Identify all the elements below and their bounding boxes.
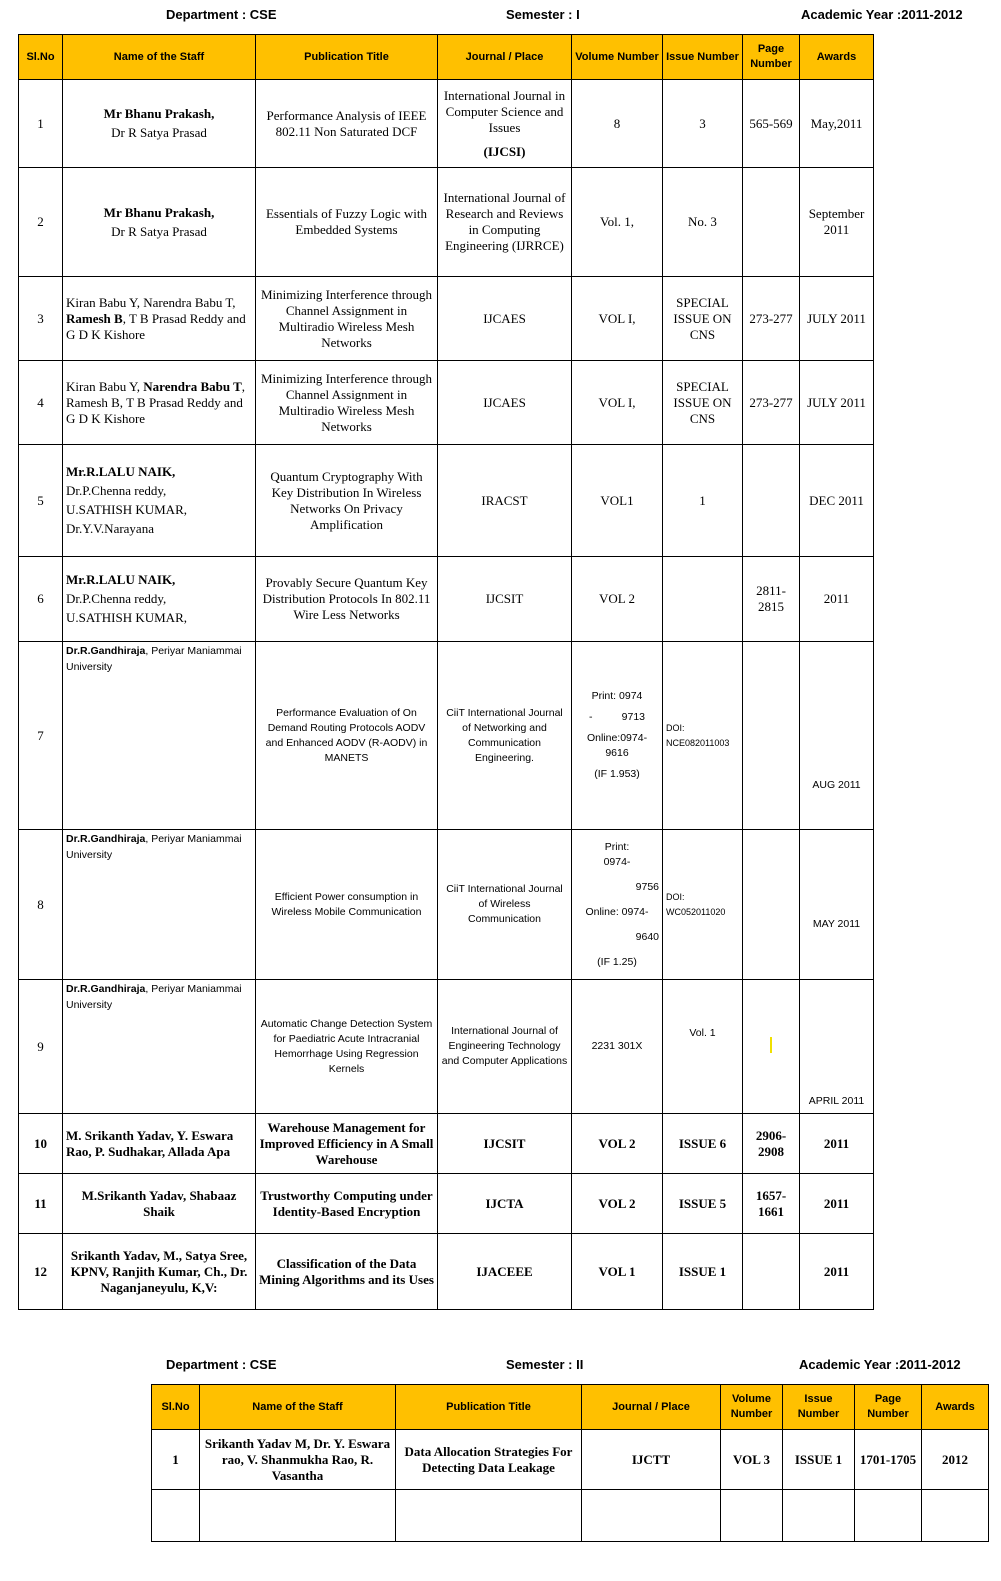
table-row	[19, 445, 874, 557]
col-header: Sl.No	[19, 35, 63, 80]
table-header-row	[152, 1385, 989, 1430]
page: 273-277	[743, 361, 800, 445]
staff-name: M.Srikanth Yadav, Shabaaz Shaik	[63, 1174, 256, 1234]
author: U.SATHISH KUMAR,	[66, 610, 187, 625]
staff-name	[63, 830, 256, 980]
award: September 2011	[800, 168, 874, 277]
issue: DOI: NCE082011003	[663, 642, 743, 830]
issue: SPECIAL ISSUE ON CNS	[663, 277, 743, 361]
text-cursor-marker	[770, 1037, 772, 1053]
publication-title: Quantum Cryptography With Key Distribution In Wireless Networks On Privacy Amplification	[256, 445, 438, 557]
journal: IJCTA	[438, 1174, 572, 1234]
journal: IJCSIT	[438, 557, 572, 642]
award: APRIL 2011	[800, 980, 874, 1114]
award: DEC 2011	[800, 445, 874, 557]
author-text: , T B Prasad Reddy and G D K Kishore	[66, 310, 246, 342]
empty-cell	[582, 1490, 721, 1542]
publication-title: Performance Analysis of IEEE 802.11 Non Saturated DCF	[256, 80, 438, 168]
table-row	[152, 1430, 989, 1490]
volume-line: 9616	[605, 747, 629, 759]
page: 565-569	[743, 80, 800, 168]
empty-cell	[152, 1490, 200, 1542]
issue: 1	[663, 445, 743, 557]
page: 2906-2908	[743, 1114, 800, 1174]
publication-title: Minimizing Interference through Channel Assignment in Multiradio Wireless Mesh Networks	[256, 277, 438, 361]
journal: International Journal of Research and Reviews in Computing Engineering (IJRRCE)	[438, 168, 572, 277]
col-header: Page Number	[855, 1385, 922, 1430]
sl-no: 2	[19, 168, 63, 277]
staff-name	[63, 80, 256, 168]
publication-title: Minimizing Interference through Channel Assignment in Multiradio Wireless Mesh Networks	[256, 361, 438, 445]
issue: 3	[663, 80, 743, 168]
table-row	[19, 1114, 874, 1174]
staff-name: Srikanth Yadav, M., Satya Sree, KPNV, Ranjith Kumar, Ch., Dr. Naganjaneyulu, K,V:	[63, 1234, 256, 1310]
award: May,2011	[800, 80, 874, 168]
empty-cell	[855, 1490, 922, 1542]
col-header: Publication Title	[256, 35, 438, 80]
author-highlight: Dr.R.Gandhiraja	[66, 645, 146, 657]
staff-name: Srikanth Yadav M, Dr. Y. Eswara rao, V. Shanmukha Rao, R. Vasantha	[200, 1430, 396, 1490]
academic-year-label: Academic Year :2011-2012	[801, 7, 963, 22]
table-row	[19, 277, 874, 361]
volume-line: - 9713	[588, 711, 646, 723]
staff-name	[63, 557, 256, 642]
author: Dr.P.Chenna reddy,	[66, 591, 167, 606]
author: Dr R Satya Prasad	[111, 125, 207, 140]
author: Mr.R.LALU NAIK,	[66, 572, 176, 587]
empty-cell	[922, 1490, 989, 1542]
staff-name: M. Srikanth Yadav, Y. Eswara Rao, P. Sudhakar, Allada Apa	[63, 1114, 256, 1174]
volume-line: (IF 1.25)	[597, 955, 637, 968]
col-header: Volume Number	[721, 1385, 783, 1430]
sl-no: 3	[19, 277, 63, 361]
table-row	[19, 557, 874, 642]
sl-no: 8	[19, 830, 63, 980]
volume	[572, 642, 663, 830]
semester-label: Semester : I	[506, 7, 580, 22]
volume-line: 9756	[635, 880, 659, 893]
col-header: Publication Title	[396, 1385, 582, 1430]
volume-line: Online:0974-	[586, 732, 648, 744]
issue: DOI: WC052011020	[663, 830, 743, 980]
col-header: Awards	[922, 1385, 989, 1430]
col-header: Volume Number	[572, 35, 663, 80]
sl-no: 11	[19, 1174, 63, 1234]
staff-name	[63, 445, 256, 557]
publications-table-sem1	[18, 34, 874, 1310]
award: JULY 2011	[800, 361, 874, 445]
sl-no: 7	[19, 642, 63, 830]
table-row-empty	[152, 1490, 989, 1542]
volume-line: Online: 0974-	[585, 905, 649, 918]
col-header: Sl.No	[152, 1385, 200, 1430]
journal: CiiT International Journal of Networking and Communication Engineering.	[438, 642, 572, 830]
volume: VOL I,	[572, 277, 663, 361]
col-header: Name of the Staff	[63, 35, 256, 80]
journal: IJCTT	[582, 1430, 721, 1490]
volume: VOL 2	[572, 557, 663, 642]
sl-no: 10	[19, 1114, 63, 1174]
volume-line: Print:	[604, 840, 630, 853]
publication-title: Automatic Change Detection System for Paediatric Acute Intracranial Hemorrhage Using Regression Kernels	[256, 980, 438, 1114]
issue: No. 3	[663, 168, 743, 277]
author-highlight: Dr.R.Gandhiraja	[66, 833, 146, 845]
author-highlight: Ramesh B	[66, 310, 123, 326]
publication-title: Essentials of Fuzzy Logic with Embedded Systems	[256, 168, 438, 277]
sl-no: 1	[152, 1430, 200, 1490]
staff-name	[63, 277, 256, 361]
sl-no: 5	[19, 445, 63, 557]
table-row	[19, 80, 874, 168]
journal: IJCSIT	[438, 1114, 572, 1174]
page	[743, 168, 800, 277]
empty-cell	[396, 1490, 582, 1542]
award: JULY 2011	[800, 277, 874, 361]
col-header: Issue Number	[663, 35, 743, 80]
publications-table-sem2	[151, 1384, 989, 1542]
volume: VOL 3	[721, 1430, 783, 1490]
staff-name	[63, 168, 256, 277]
page: 273-277	[743, 277, 800, 361]
volume	[572, 830, 663, 980]
volume: VOL 2	[572, 1174, 663, 1234]
sl-no: 1	[19, 80, 63, 168]
volume-line: 9640	[635, 930, 659, 943]
publication-title: Data Allocation Strategies For Detecting Data Leakage	[396, 1430, 582, 1490]
issue: Vol. 1	[663, 980, 743, 1114]
author: U.SATHISH KUMAR,	[66, 502, 187, 517]
volume-line: Print: 0974	[591, 690, 643, 702]
table-row	[19, 980, 874, 1114]
empty-cell	[721, 1490, 783, 1542]
issue: ISSUE 6	[663, 1114, 743, 1174]
publication-title: Trustworthy Computing under Identity-Based Encryption	[256, 1174, 438, 1234]
table-row	[19, 642, 874, 830]
author: Mr Bhanu Prakash,	[103, 204, 215, 220]
col-header: Issue Number	[783, 1385, 855, 1430]
table-header-row	[19, 35, 874, 80]
page	[743, 980, 800, 1114]
volume: Vol. 1,	[572, 168, 663, 277]
volume: VOL I,	[572, 361, 663, 445]
staff-name	[63, 642, 256, 830]
journal-name: International Journal in Computer Science and Issues	[443, 87, 566, 135]
journal	[438, 80, 572, 168]
col-header: Name of the Staff	[200, 1385, 396, 1430]
semester-label: Semester : II	[506, 1357, 584, 1372]
award: 2011	[800, 1114, 874, 1174]
author: Dr R Satya Prasad	[111, 223, 207, 239]
page	[743, 1234, 800, 1310]
sl-no: 9	[19, 980, 63, 1114]
journal: CiiT International Journal of Wireless Communication	[438, 830, 572, 980]
staff-name	[63, 980, 256, 1114]
author-affiliation: , Periyar Maniammai University	[66, 833, 242, 861]
award: 2011	[800, 1174, 874, 1234]
author: Dr.P.Chenna reddy,	[66, 483, 167, 498]
author-text: Kiran Babu Y, Narendra Babu T,	[66, 294, 236, 310]
volume: VOL1	[572, 445, 663, 557]
award: AUG 2011	[800, 642, 874, 830]
journal: IJCAES	[438, 361, 572, 445]
publication-title: Performance Evaluation of On Demand Routing Protocols AODV and Enhanced AODV (R-AODV) in MANETS	[256, 642, 438, 830]
col-header: Journal / Place	[438, 35, 572, 80]
sl-no: 12	[19, 1234, 63, 1310]
volume: 2231 301X	[572, 980, 663, 1114]
journal: IJACEEE	[438, 1234, 572, 1310]
academic-year-label: Academic Year :2011-2012	[799, 1357, 961, 1372]
author-text: Kiran Babu Y,	[66, 378, 144, 394]
award: 2011	[800, 1234, 874, 1310]
department-label: Department : CSE	[166, 7, 277, 22]
table-row	[19, 361, 874, 445]
publication-title: Warehouse Management for Improved Efficiency in A Small Warehouse	[256, 1114, 438, 1174]
issue: SPECIAL ISSUE ON CNS	[663, 361, 743, 445]
issue: ISSUE 1	[783, 1430, 855, 1490]
table-row	[19, 830, 874, 980]
publication-title: Classification of the Data Mining Algorithms and its Uses	[256, 1234, 438, 1310]
page: 1701-1705	[855, 1430, 922, 1490]
issue: ISSUE 5	[663, 1174, 743, 1234]
col-header: Awards	[800, 35, 874, 80]
author-highlight: Dr.R.Gandhiraja	[66, 983, 146, 995]
author: Mr Bhanu Prakash,	[103, 106, 215, 121]
journal: IRACST	[438, 445, 572, 557]
author-highlight: Narendra Babu T	[143, 378, 242, 394]
author: Dr.Y.V.Narayana	[66, 521, 154, 536]
journal: IJCAES	[438, 277, 572, 361]
award: 2011	[800, 557, 874, 642]
empty-cell	[200, 1490, 396, 1542]
author-affiliation: , Periyar Maniammai University	[66, 645, 242, 673]
volume: VOL 1	[572, 1234, 663, 1310]
award: MAY 2011	[800, 830, 874, 980]
volume: 8	[572, 80, 663, 168]
page: 2811-2815	[743, 557, 800, 642]
publication-title: Provably Secure Quantum Key Distribution Protocols In 802.11 Wire Less Networks	[256, 557, 438, 642]
issue	[663, 557, 743, 642]
journal: International Journal of Engineering Technology and Computer Applications	[438, 980, 572, 1114]
volume-line: (IF 1.953)	[594, 768, 640, 780]
volume-line: 0974-	[603, 855, 631, 868]
table-row	[19, 168, 874, 277]
table-row	[19, 1234, 874, 1310]
publication-title: Efficient Power consumption in Wireless Mobile Communication	[256, 830, 438, 980]
page	[743, 642, 800, 830]
author-affiliation: , Periyar Maniammai University	[66, 983, 242, 1011]
author: Mr.R.LALU NAIK,	[66, 464, 176, 479]
col-header: Journal / Place	[582, 1385, 721, 1430]
author-text: , Ramesh B, T B Prasad Reddy and G D K Kishore	[66, 378, 246, 426]
staff-name	[63, 361, 256, 445]
table-row	[19, 1174, 874, 1234]
empty-cell	[783, 1490, 855, 1542]
department-label: Department : CSE	[166, 1357, 277, 1372]
page	[743, 445, 800, 557]
page	[743, 830, 800, 980]
award: 2012	[922, 1430, 989, 1490]
sl-no: 6	[19, 557, 63, 642]
col-header: Page Number	[743, 35, 800, 80]
sl-no: 4	[19, 361, 63, 445]
journal-abbrev: (IJCSI)	[483, 143, 526, 159]
issue: ISSUE 1	[663, 1234, 743, 1310]
page: 1657-1661	[743, 1174, 800, 1234]
volume: VOL 2	[572, 1114, 663, 1174]
